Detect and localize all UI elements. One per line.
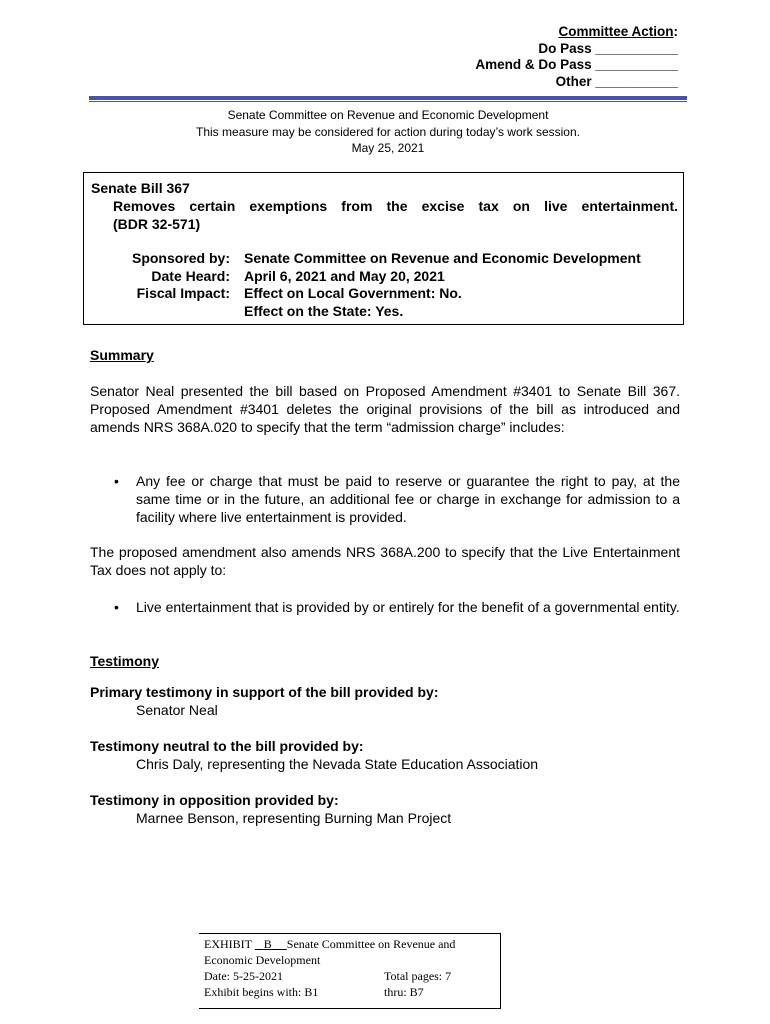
summary-heading: Summary	[90, 347, 154, 363]
sponsored-label: Sponsored by:	[131, 250, 230, 266]
committee-action: Committee Action: Do Pass ___________ Amend & Do Pass ___________ Other ___________	[475, 24, 678, 89]
fiscal-local-value: Effect on Local Government: No.	[244, 285, 462, 301]
exhibit-label: EXHIBIT	[204, 937, 252, 951]
do-pass-line: Do Pass ___________	[538, 40, 678, 56]
bullet-dot-icon: •	[114, 599, 119, 615]
opposition-testimony	[90, 791, 680, 827]
testimony-heading: Testimony	[90, 653, 159, 669]
exhibit-total-pages: Total pages: 7	[384, 969, 452, 983]
header-rule-thick	[89, 96, 687, 100]
fiscal-state-value: Effect on the State: Yes.	[244, 302, 404, 319]
header-rule-thin	[89, 101, 687, 102]
sponsored-value: Senate Committee on Revenue and Economic Development	[244, 250, 641, 266]
committee-action-heading: Committee Action	[558, 24, 674, 39]
fiscal-impact-label: Fiscal Impact:	[136, 285, 230, 301]
date-heard-value: April 6, 2021 and May 20, 2021	[244, 267, 445, 284]
summary-bullet-2	[114, 598, 680, 616]
neutral-heading: Testimony neutral to the bill provided by:	[90, 738, 364, 754]
neutral-name: Chris Daly, representing the Nevada State Education Association	[136, 756, 539, 772]
other-line: Other ___________	[555, 73, 678, 89]
page-header	[89, 107, 687, 157]
committee-name: Senate Committee on Revenue and Economic Development	[227, 108, 549, 122]
summary-bullet-1	[114, 472, 680, 526]
support-testimony	[90, 683, 680, 719]
support-heading: Primary testimony in support of the bill provided by:	[90, 684, 439, 700]
summary-bullet-2-text: Live entertainment that is provided by or entirely for the benefit of a governmental entity.	[136, 599, 680, 615]
bill-box	[83, 172, 684, 325]
summary-paragraph-2: The proposed amendment also amends NRS 368A.200 to specify that the Live Entertainment Tax does not apply to:	[90, 544, 680, 578]
date-heard-label: Date Heard:	[151, 267, 230, 284]
bullet-dot-icon: •	[114, 473, 119, 489]
bill-bdr: (BDR 32-571)	[113, 216, 201, 232]
exhibit-date: Date: 5-25-2021	[204, 969, 283, 983]
exhibit-committee-1: Senate Committee on Revenue and	[286, 937, 456, 951]
neutral-testimony	[90, 737, 680, 773]
summary-bullet-1-text: Any fee or charge that must be paid to reserve or guarantee the right to pay, at the same time or in the future, an additional fee or charge in exchange for admission to a facility where live entertainment is provided.	[136, 473, 680, 525]
bill-meta	[84, 250, 683, 320]
work-session-note: This measure may be considered for action during today’s work session.	[196, 124, 580, 139]
support-name: Senator Neal	[136, 702, 218, 718]
exhibit-committee-2: Economic Development	[204, 953, 321, 967]
exhibit-thru: thru: B7	[384, 985, 424, 999]
exhibit-begins: Exhibit begins with: B1	[204, 985, 319, 999]
opposition-name: Marnee Benson, representing Burning Man Project	[136, 810, 452, 826]
bill-description: Removes certain exemptions from the excise tax on live entertainment.	[113, 198, 678, 214]
summary-paragraph-1: Senator Neal presented the bill based on Proposed Amendment #3401 to Senate Bill 367. Proposed Amendment #3401 deletes the original provisions of the bill as introduced and amends NRS 368A.020 to specify that the term “admission charge” includes:	[90, 383, 680, 435]
session-date: May 25, 2021	[351, 141, 425, 155]
exhibit-letter: B	[263, 937, 272, 951]
opposition-heading: Testimony in opposition provided by:	[90, 792, 339, 808]
bill-title: Senate Bill 367	[91, 180, 190, 196]
amend-do-pass-line: Amend & Do Pass ___________	[475, 57, 678, 72]
exhibit-stamp	[199, 933, 501, 1009]
